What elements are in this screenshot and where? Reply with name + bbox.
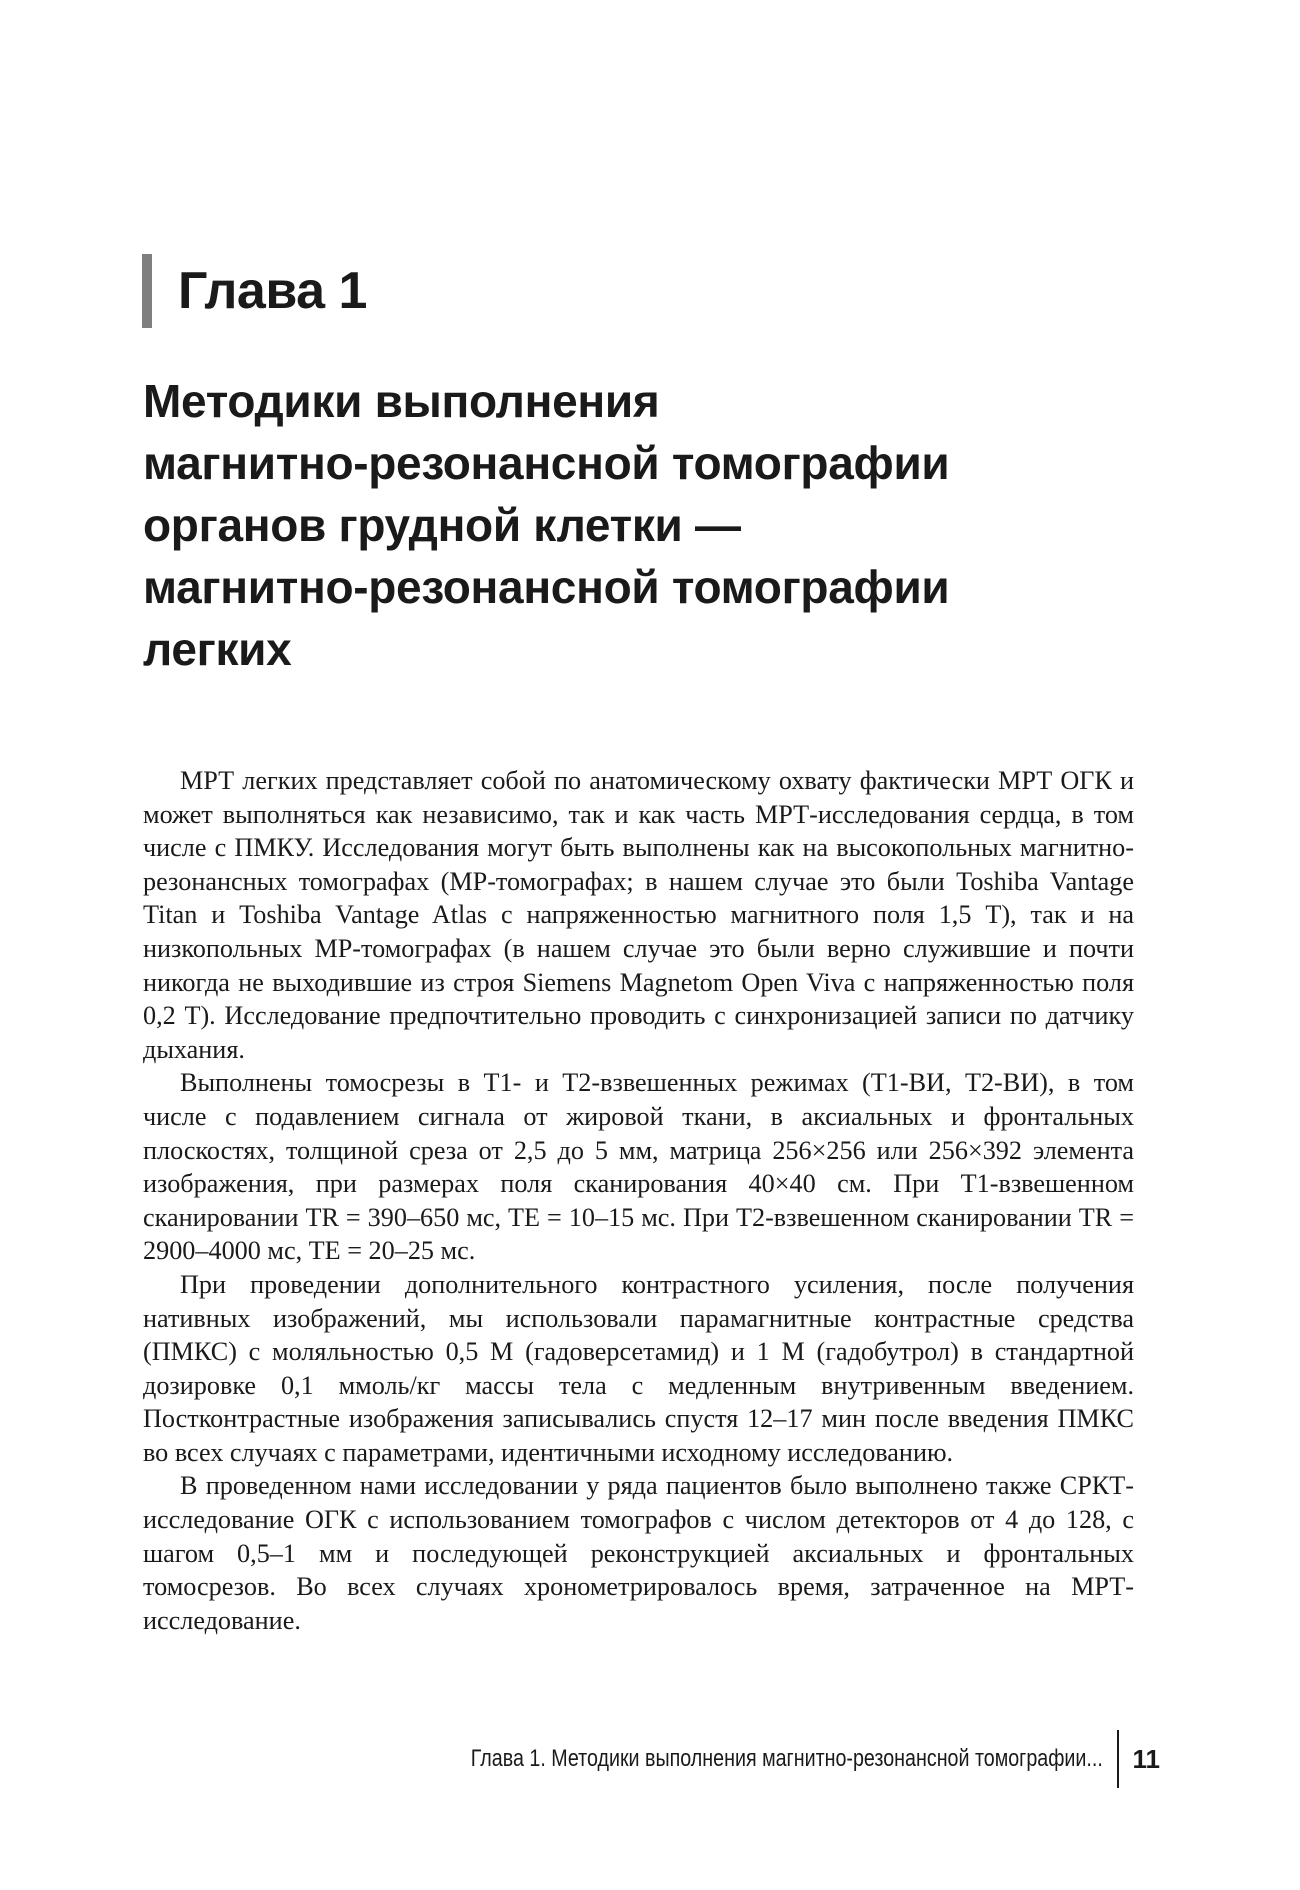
page-footer [332,1730,1160,1788]
chapter-title-line: магнитно-резонансной томографии [143,561,950,613]
chapter-heading [142,254,367,328]
chapter-title-line: магнитно-резонансной томографии [143,437,950,489]
chapter-title-line: Методики выполнения [143,375,660,427]
chapter-title [143,370,1143,680]
paragraph: Выполнены томосрезы в Т1- и Т2-взвешенных режимах (Т1-ВИ, Т2-ВИ), в том числе с подавлением сигнала от жировой ткани, в аксиальных и фронтальных плоскостях, толщиной среза от 2,5 до 5 мм, матрица 256×256 или 256×392 элемента изображения, при размерах поля сканирования 40×40 см. При Т1-взвешенном сканировании TR = 390–650 мс, TE = 10–15 мс. При Т2-взвешенном сканировании TR = 2900–4000 мс, TE = 20–25 мс. [143,1068,1134,1266]
running-head: Глава 1. Методики выполнения магнитно-резонансной томографии... [470,1745,1103,1772]
paragraph: В проведенном нами исследовании у ряда пациентов было выполнено также СРКТ-исследование ОГК с использованием томографов с числом детекторов от 4 до 128, с шагом 0,5–1 мм и последующей реконструкцией аксиальных и фронтальных томосрезов. Во всех случаях хронометрировалось время, затраченное на МРТ-исследование. [143,1471,1134,1635]
chapter-title-line: легких [143,623,292,675]
body-text [143,764,1134,1637]
footer-divider [1117,1730,1119,1788]
chapter-title-line: органов грудной клетки — [143,499,741,551]
paragraph: При проведении дополнительного контрастного усиления, после получения нативных изображений, мы использовали парамагнитные контрастные средства (ПМКС) с моляльностью 0,5 М (гадоверсетамид) и 1 М (гадобутрол) в стандартной дозировке 0,1 ммоль/кг массы тела с медленным внутривенным введением. Постконтрастные изображения записывались спустя 12–17 мин после введения ПМКС во всех случаях с параметрами, идентичными исходному исследованию. [143,1269,1134,1467]
paragraph: МРТ легких представляет собой по анатомическому охвату фактически МРТ ОГК и может выполняться как независимо, так и как часть МРТ-исследования сердца, в том числе с ПМКУ. Исследования могут быть выполнены как на высокопольных магнитно-резонансных томографах (МР-томографах; в нашем случае это были Toshiba Vantage Titan и Toshiba Vantage Atlas с напряженностью магнитного поля 1,5 Т), так и на низкопольных МР-томографах (в нашем случае это были верно служившие и почти никогда не выходившие из строя Siemens Magnetom Open Viva с напряженностью поля 0,2 Т). Исследование предпочтительно проводить с синхронизацией записи по датчику дыхания. [143,766,1134,1064]
chapter-marker-bar [142,254,152,328]
chapter-label: Глава 1 [178,262,367,320]
page-number: 11 [1132,1743,1160,1774]
